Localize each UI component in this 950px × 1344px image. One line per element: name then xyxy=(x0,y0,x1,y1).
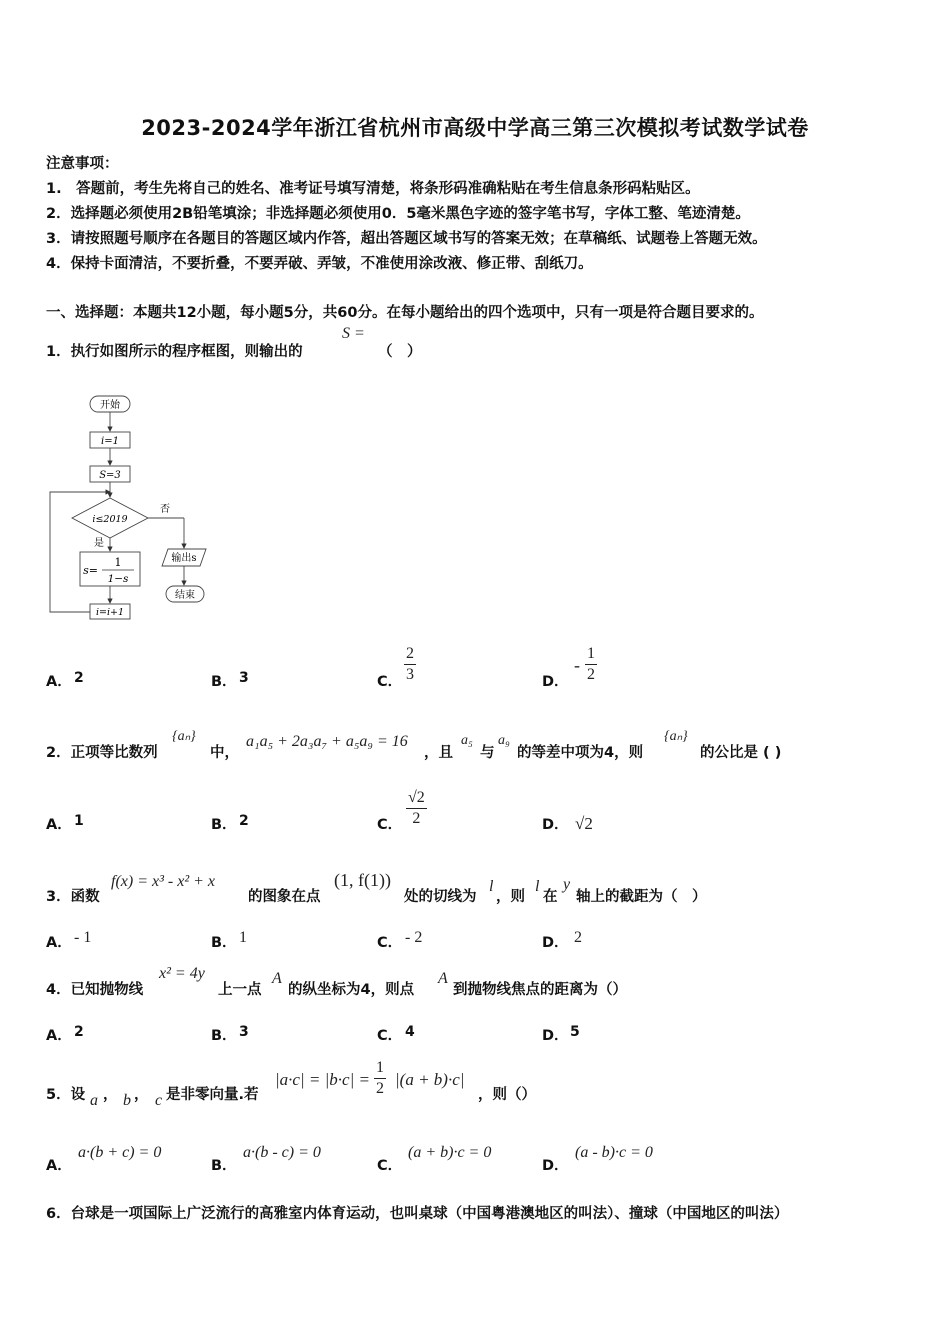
q1-option-d[interactable] xyxy=(585,644,597,685)
flow-init-i-label: i=1 xyxy=(101,436,119,447)
question-5-vec-c: c xyxy=(155,1092,163,1109)
question-2-a9: a₉ xyxy=(498,733,510,748)
question-3-l2: l xyxy=(535,878,540,895)
flow-start-label: 开始 xyxy=(100,400,120,411)
q1-option-c[interactable] xyxy=(404,644,416,685)
q2-option-b[interactable]: 2 xyxy=(239,813,249,829)
question-3-function: f(x) = x³ - x² + x xyxy=(111,873,216,890)
q3-option-c-label: C． xyxy=(377,935,403,951)
q2-option-c-num: √2 xyxy=(406,788,427,809)
question-4-point-a1: A xyxy=(272,970,282,987)
flow-output-label: 输出s xyxy=(171,553,197,564)
question-5-eq-right: |(a + b)·c| xyxy=(395,1070,465,1089)
q5-option-a[interactable]: a·(b + c) = 0 xyxy=(78,1144,162,1161)
question-5-comma-1: ， xyxy=(103,1087,118,1103)
question-3-mid3: ，则 xyxy=(496,889,525,905)
question-4-point-a2: A xyxy=(438,970,448,987)
question-2-seq: {aₙ} xyxy=(172,729,196,744)
q4-option-b-label: B． xyxy=(211,1028,237,1044)
q2-option-a[interactable]: 1 xyxy=(74,813,84,829)
q5-option-c-label: C． xyxy=(377,1158,403,1174)
question-2-equation: a₁a₅ + 2a₃a₇ + a₅a₉ = 16 xyxy=(246,733,408,750)
question-5-eq-num: 1 xyxy=(374,1058,386,1079)
q5-option-d-label: D． xyxy=(542,1158,569,1174)
q1-option-d-den: 2 xyxy=(587,666,595,683)
question-5-eq-fraction xyxy=(374,1058,386,1099)
flow-assign-den: 1−s xyxy=(107,573,129,585)
q3-option-b-label: B． xyxy=(211,935,237,951)
question-1-paren: （ ） xyxy=(378,344,422,360)
q1-option-b-label: B． xyxy=(211,674,237,690)
q3-option-a-label: A． xyxy=(46,935,72,951)
question-4-equation: x² = 4y xyxy=(159,965,205,982)
question-1-math: S = xyxy=(342,325,365,342)
notice-item-4: 4．保持卡面清洁，不要折叠，不要弄破、弄皱，不准使用涂改液、修正带、刮纸刀。 xyxy=(46,256,593,272)
question-2-suffix: 的公比是 ( ) xyxy=(700,745,782,761)
flow-yes-label: 是 xyxy=(94,538,104,549)
question-4-prefix: 4．已知抛物线 xyxy=(46,982,144,998)
notice-heading: 注意事项： xyxy=(46,156,119,172)
q1-option-a[interactable]: 2 xyxy=(74,670,84,686)
q1-option-c-den: 3 xyxy=(406,666,414,683)
notice-item-2: 2．选择题必须使用2B铅笔填涂；非选择题必须使用0．5毫米黑色字迹的签字笔书写，字体工整、笔迹清楚。 xyxy=(46,206,750,222)
q4-option-d[interactable]: 5 xyxy=(570,1024,580,1040)
question-5-vec-a: a xyxy=(90,1092,98,1109)
flow-condition-label: i≤2019 xyxy=(92,514,128,525)
flow-assign-lhs: s= xyxy=(83,564,98,577)
question-5-eq-den: 2 xyxy=(376,1080,384,1097)
q1-option-d-num: 1 xyxy=(585,644,597,665)
question-5-suffix: ，则（） xyxy=(478,1087,536,1103)
flowchart xyxy=(44,392,224,628)
q3-option-d-label: D． xyxy=(542,935,569,951)
question-2-mid1: 中， xyxy=(210,745,239,761)
question-2-seq2: {aₙ} xyxy=(664,729,688,744)
q1-option-c-label: C． xyxy=(377,674,403,690)
q4-option-c-label: C． xyxy=(377,1028,403,1044)
q5-option-b-label: B． xyxy=(211,1158,237,1174)
q4-option-a[interactable]: 2 xyxy=(74,1024,84,1040)
question-3-mid1: 的图象在点 xyxy=(248,889,321,905)
notice-item-1: 1. 答题前，考生先将自己的姓名、准考证号填写清楚，将条形码准确粘贴在考生信息条形码粘贴区。 xyxy=(46,181,700,197)
question-2-a5: a₅ xyxy=(461,733,473,748)
question-2-prefix: 2．正项等比数列 xyxy=(46,745,158,761)
question-5-comma-2: ， xyxy=(134,1087,149,1103)
q4-option-a-label: A． xyxy=(46,1028,72,1044)
q3-option-b[interactable]: 1 xyxy=(239,929,247,946)
question-3-prefix: 3．函数 xyxy=(46,889,100,905)
section-heading: 一、选择题：本题共12小题，每小题5分，共60分。在每小题给出的四个选项中，只有一项是符合题目要求的。 xyxy=(46,305,764,321)
question-3-suffix: 轴上的截距为（ ） xyxy=(576,889,707,905)
flow-end-label: 结束 xyxy=(175,590,195,601)
question-5-eq-left: |a·c| = |b·c| = xyxy=(275,1070,370,1089)
question-3-mid4: 在 xyxy=(543,889,558,905)
flow-assign-num: 1 xyxy=(114,556,122,569)
question-3-l1: l xyxy=(489,878,494,895)
question-3-mid2: 处的切线为 xyxy=(404,889,477,905)
q1-option-c-num: 2 xyxy=(404,644,416,665)
q1-option-d-sign: - xyxy=(574,655,580,675)
question-3-y: y xyxy=(563,876,571,893)
q2-option-c-label: C． xyxy=(377,817,403,833)
question-4-suffix: 到抛物线焦点的距离为（） xyxy=(453,982,627,998)
question-2-mid3: 的等差中项为4，则 xyxy=(517,745,644,761)
question-5-prefix: 5．设 xyxy=(46,1087,86,1103)
q3-option-d[interactable]: 2 xyxy=(574,929,582,946)
q1-option-a-label: A． xyxy=(46,674,72,690)
exam-title: 2023-2024学年浙江省杭州市高级中学高三第三次模拟考试数学试卷 xyxy=(141,116,809,140)
q5-option-a-label: A． xyxy=(46,1158,72,1174)
q2-option-c-den: 2 xyxy=(412,810,421,827)
q4-option-b[interactable]: 3 xyxy=(239,1024,249,1040)
q3-option-a[interactable]: - 1 xyxy=(74,929,92,946)
question-3-point: (1, f(1)) xyxy=(334,870,391,890)
notice-item-3: 3．请按照题号顺序在各题目的答题区域内作答，超出答题区域书写的答案无效；在草稿纸、试题卷上答题无效。 xyxy=(46,231,767,247)
q1-option-d-label: D． xyxy=(542,674,569,690)
question-2-mid2: ，且 xyxy=(424,745,453,761)
question-5-mid: 是非零向量.若 xyxy=(166,1087,259,1103)
flow-no-label: 否 xyxy=(160,504,170,515)
question-4-mid1: 上一点 xyxy=(218,982,262,998)
q5-option-b[interactable]: a·(b - c) = 0 xyxy=(243,1144,321,1161)
flow-increment-label: i=i+1 xyxy=(95,607,125,618)
q2-option-a-label: A． xyxy=(46,817,72,833)
q4-option-d-label: D． xyxy=(542,1028,569,1044)
question-2-yu: 与 xyxy=(480,745,495,761)
question-5-vec-b: b xyxy=(123,1092,131,1109)
q3-option-c[interactable]: - 2 xyxy=(405,929,423,946)
q5-option-d[interactable]: (a - b)·c = 0 xyxy=(575,1144,653,1161)
q2-option-d-label: D． xyxy=(542,817,569,833)
q2-option-c[interactable] xyxy=(406,788,427,829)
question-4-mid2: 的纵坐标为4，则点 xyxy=(288,982,415,998)
q2-option-b-label: B． xyxy=(211,817,237,833)
q2-option-d[interactable]: √2 xyxy=(575,814,593,833)
q1-option-b[interactable]: 3 xyxy=(239,670,249,686)
question-1-text: 1．执行如图所示的程序框图，则输出的 xyxy=(46,344,303,360)
q5-option-c[interactable]: (a + b)·c = 0 xyxy=(408,1144,492,1161)
q4-option-c[interactable]: 4 xyxy=(405,1024,415,1040)
flow-init-s-label: S=3 xyxy=(99,470,121,481)
question-6-text: 6．台球是一项国际上广泛流行的高雅室内体育运动，也叫桌球（中国粤港澳地区的叫法）、撞球（中国地区的叫法） xyxy=(46,1206,789,1222)
